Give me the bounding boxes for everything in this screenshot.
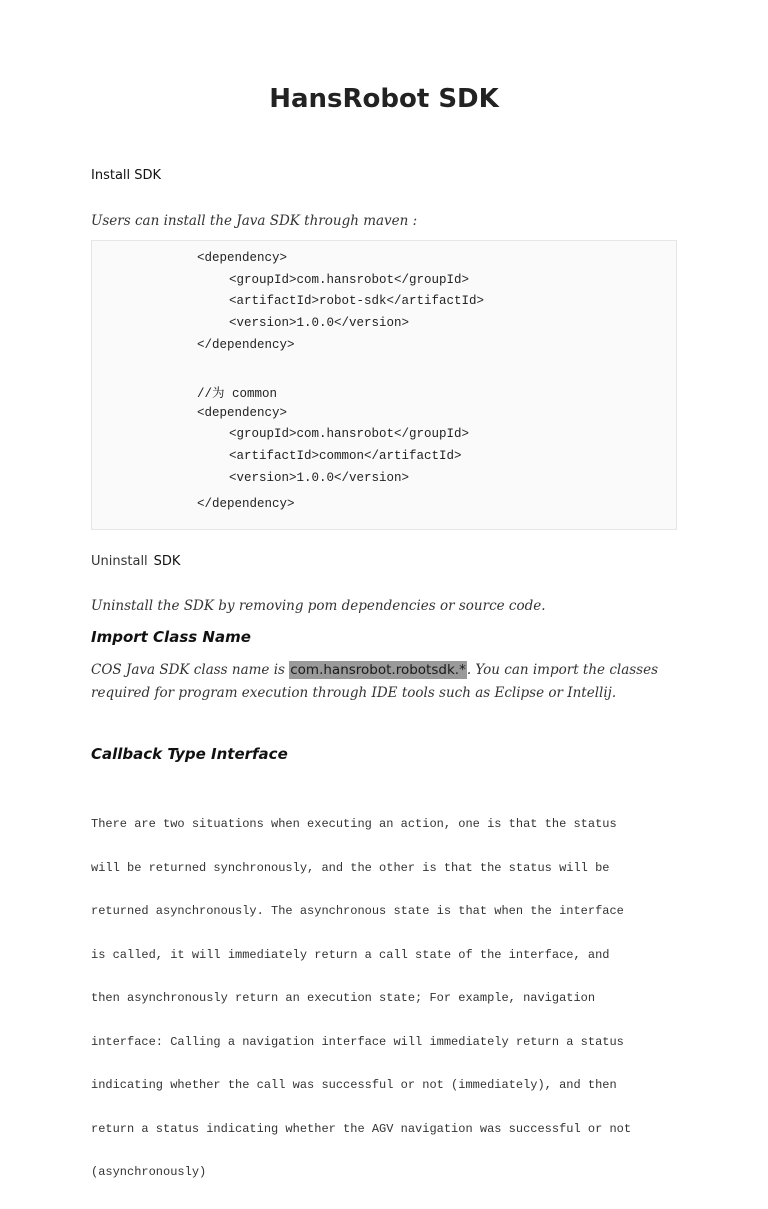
code-line: </dependency> xyxy=(197,497,295,511)
code-line: <artifactId>robot-sdk</artifactId> xyxy=(229,294,485,308)
code-line: <artifactId>common</artifactId> xyxy=(229,449,462,463)
import-text-before: COS Java SDK class name is xyxy=(91,662,290,678)
import-class-heading: Import Class Name xyxy=(91,628,251,646)
callback-line: There are two situations when executing an action, one is that the status xyxy=(91,817,617,831)
callback-line: return a status indicating whether the AGV navigation was successful or not xyxy=(91,1121,632,1136)
code-block xyxy=(91,240,677,530)
callback-line: indicating whether the call was successful or not (immediately), and then xyxy=(91,1078,617,1092)
page-title: HansRobot SDK xyxy=(269,84,499,114)
callback-line: (asynchronously) xyxy=(91,1165,207,1179)
install-description: Users can install the Java SDK through maven : xyxy=(91,213,418,229)
callback-line: will be returned synchronously, and the other is that the status will be xyxy=(91,860,610,875)
uninstall-label: Uninstall xyxy=(91,554,148,569)
callback-heading: Callback Type Interface xyxy=(91,745,288,763)
callback-paragraph xyxy=(91,788,681,1209)
code-line: <dependency> xyxy=(197,406,288,420)
callback-line: then asynchronously return an execution state; For example, navigation xyxy=(91,991,596,1005)
uninstall-sdk-heading xyxy=(91,550,180,573)
code-line: </dependency> xyxy=(197,338,295,352)
code-comment: //为 common xyxy=(197,387,278,401)
install-sdk-heading: Install SDK xyxy=(91,168,162,183)
callback-line: interface: Calling a navigation interface will immediately return a status xyxy=(91,1034,624,1049)
uninstall-description: Uninstall the SDK by removing pom dependencies or source code. xyxy=(91,598,546,614)
class-name-highlight: com.hansrobot.robotsdk.* xyxy=(290,662,466,678)
callback-line: returned asynchronously. The asynchronous state is that when the interface xyxy=(91,904,624,918)
callback-line: is called, it will immediately return a call state of the interface, and xyxy=(91,947,610,962)
code-line: <version>1.0.0</version> xyxy=(229,471,410,485)
import-text-after: . You can import the classes xyxy=(466,662,659,678)
uninstall-sdk-label: SDK xyxy=(153,554,181,569)
import-class-paragraph xyxy=(91,659,681,705)
code-line: <groupId>com.hansrobot</groupId> xyxy=(229,273,470,287)
import-text-line2: required for program execution through IDE tools such as Eclipse or Intellij. xyxy=(91,685,617,701)
code-line: <version>1.0.0</version> xyxy=(229,316,410,330)
code-line: <dependency> xyxy=(197,251,288,265)
code-line: <groupId>com.hansrobot</groupId> xyxy=(229,427,470,441)
